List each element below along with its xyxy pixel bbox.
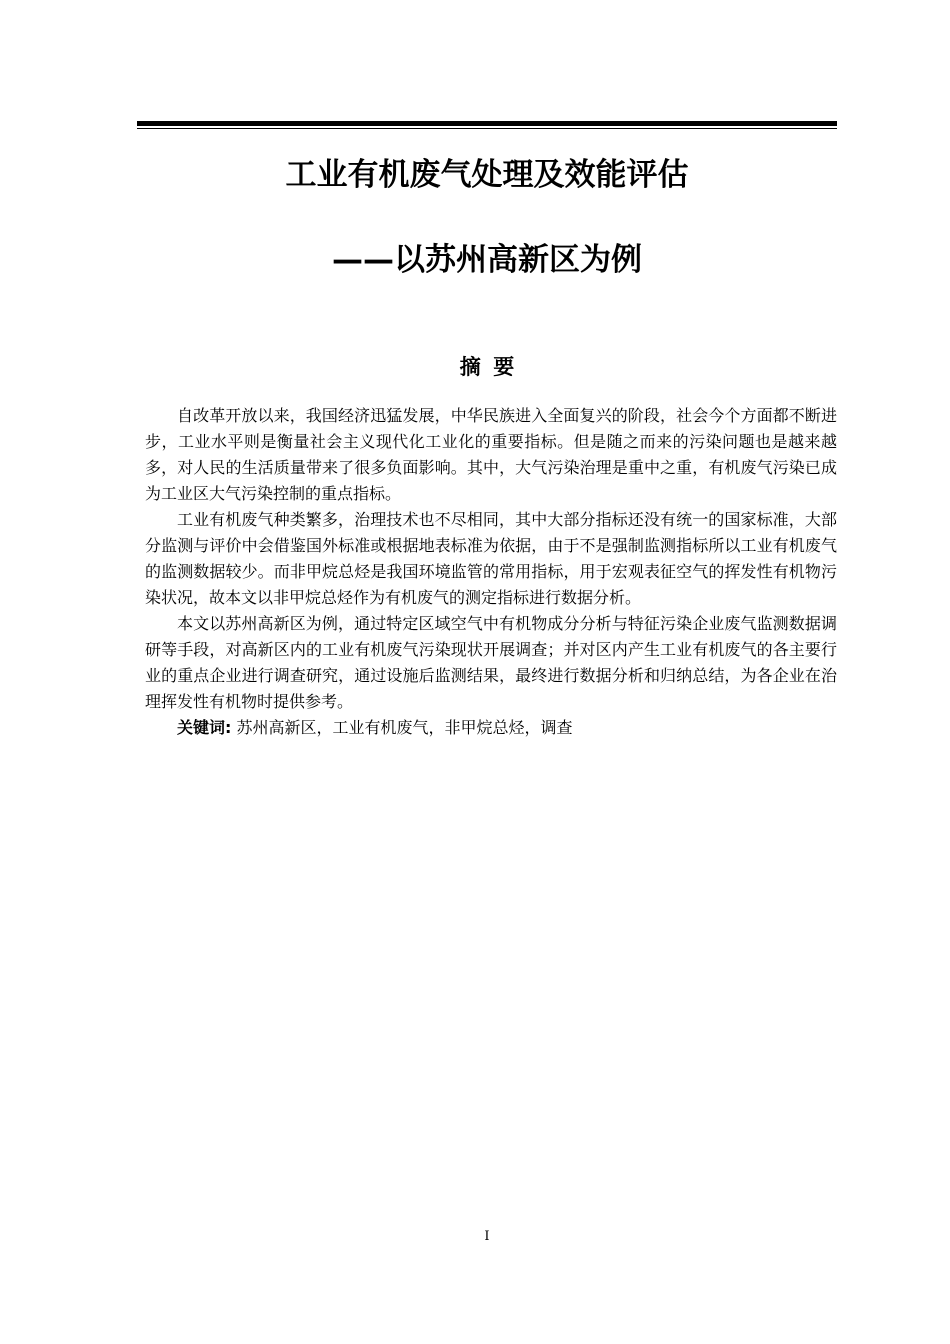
header-rule-thick — [137, 121, 837, 126]
abstract-paragraph-3: 本文以苏州高新区为例，通过特定区域空气中有机物成分分析与特征污染企业废气监测数据调研等手段，对高新区内的工业有机废气污染现状开展调查；并对区内产生工业有机废气的各主要行业的重点企业进行调查研究，通过设施后监测结果，最终进行数据分析和归纳总结，为各企业在治理挥发性有机物时提供参考。 — [145, 614, 837, 711]
keywords-line — [145, 715, 837, 741]
abstract-body — [145, 403, 837, 741]
abstract-heading: 摘要 — [459, 355, 527, 379]
document-title: 工业有机废气处理及效能评估 — [285, 157, 689, 193]
keywords-label: 关键词: — [177, 718, 232, 737]
page-number: I — [484, 1229, 490, 1244]
header-rule-thin — [137, 128, 837, 129]
abstract-paragraph-2: 工业有机废气种类繁多，治理技术也不尽相同，其中大部分指标还没有统一的国家标准，大部分监测与评价中会借鉴国外标准或根据地表标准为依据，由于不是强制监测指标所以工业有机废气的监测数据较少。而非甲烷总烃是我国环境监管的常用指标，用于宏观表征空气的挥发性有机物污染状况，故本文以非甲烷总烃作为有机废气的测定指标进行数据分析。 — [145, 510, 837, 607]
abstract-paragraph-1: 自改革开放以来，我国经济迅猛发展，中华民族进入全面复兴的阶段，社会今个方面都不断进步，工业水平则是衡量社会主义现代化工业化的重要指标。但是随之而来的污染问题也是越来越多，对人民的生活质量带来了很多负面影响。其中，大气污染治理是重中之重，有机废气污染已成为工业区大气污染控制的重点指标。 — [145, 406, 837, 503]
keywords-text: 苏州高新区，工业有机废气，非甲烷总烃，调查 — [236, 718, 573, 737]
document-subtitle: ——以苏州高新区为例 — [332, 242, 642, 278]
